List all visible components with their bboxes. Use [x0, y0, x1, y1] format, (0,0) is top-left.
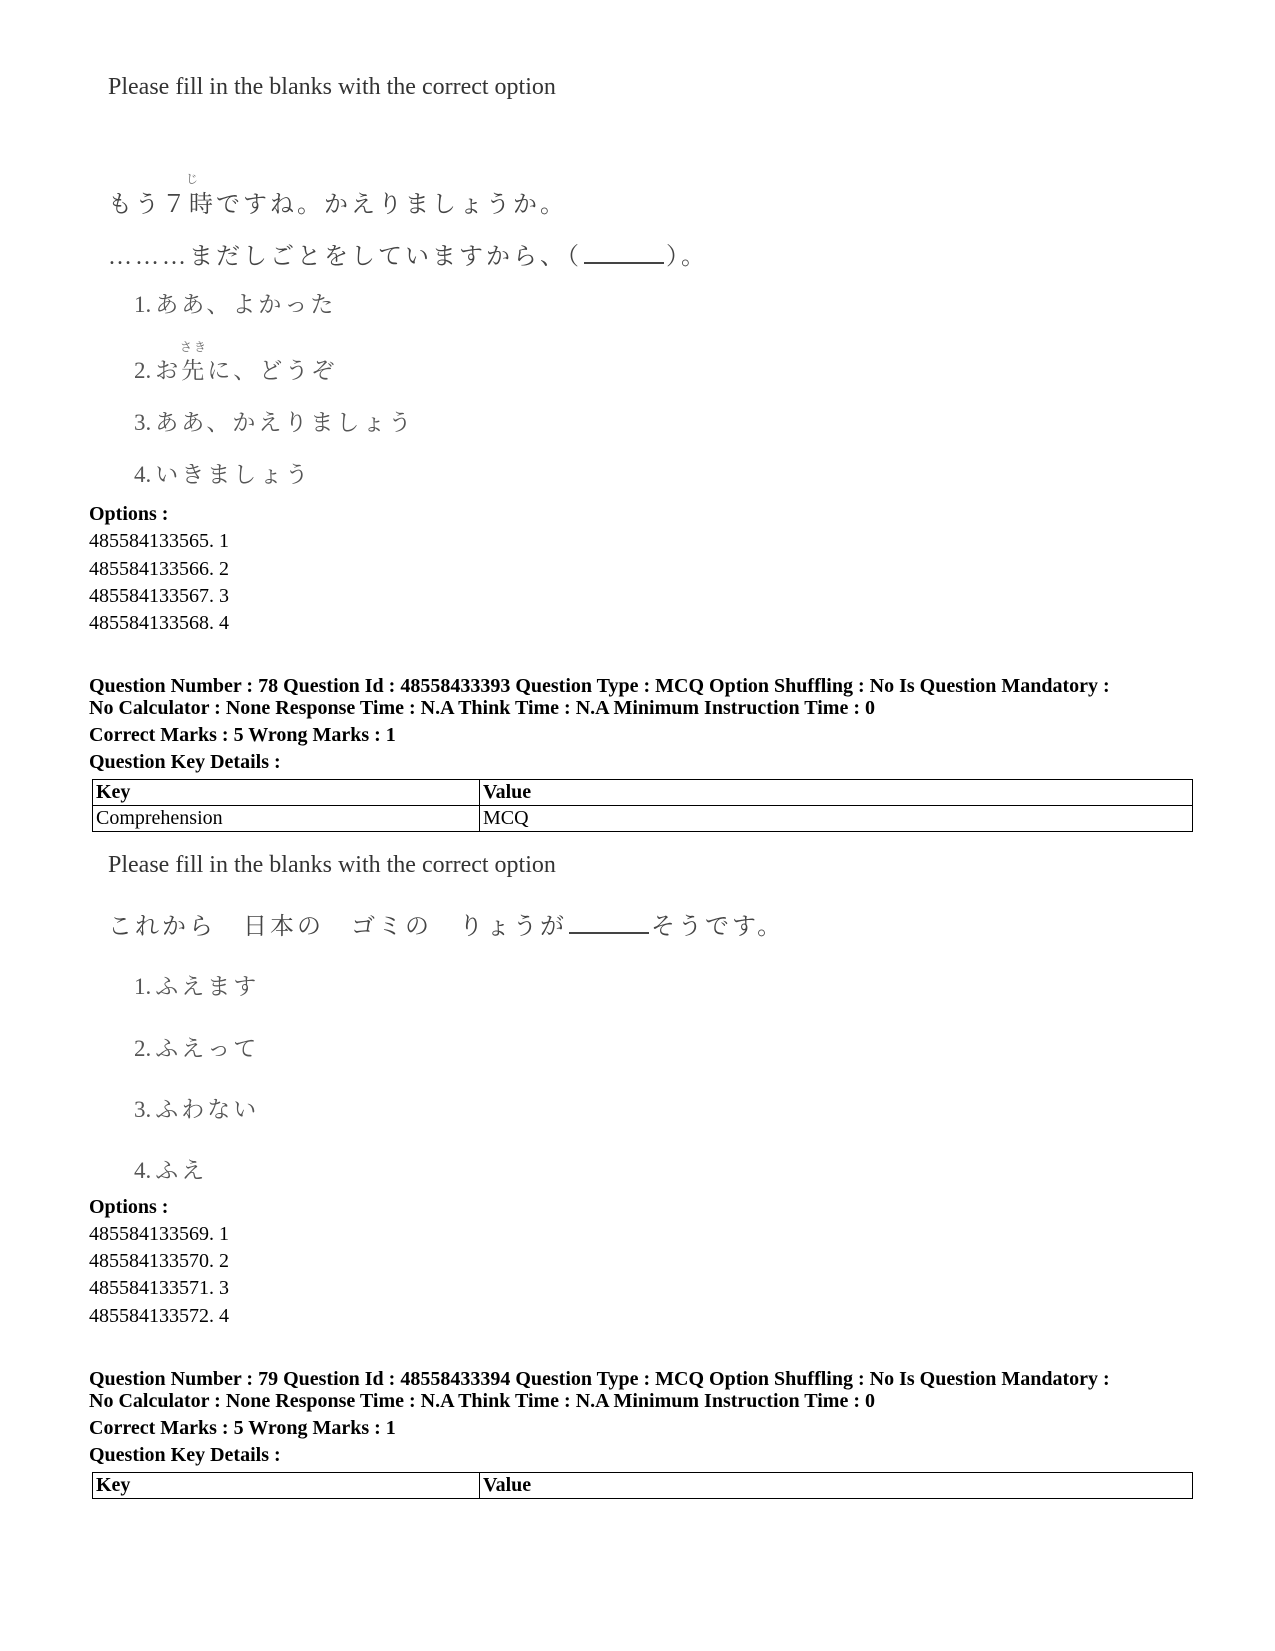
key-details-table: [92, 1472, 1193, 1499]
furigana: じ: [186, 172, 201, 186]
option-item: 485584133571. 3: [89, 1277, 229, 1299]
table-header-row: [93, 1473, 1193, 1499]
sentence-part: ………まだしごとをしていますから、（: [108, 244, 582, 270]
table-cell: MCQ: [480, 806, 1193, 832]
table-row: [93, 806, 1193, 832]
question-sentence-blank: [108, 236, 708, 271]
option-item: 485584133570. 2: [89, 1250, 229, 1272]
choice-4: 4. ふえ: [134, 1158, 208, 1183]
option-item: 485584133565. 1: [89, 530, 229, 552]
option-item: 485584133572. 4: [89, 1305, 229, 1327]
options-heading: Options :: [89, 1196, 169, 1218]
choice-3: 3. ふわない: [134, 1097, 260, 1122]
answer-blank: [569, 932, 649, 934]
key-details-table: [92, 779, 1193, 832]
options-heading: Options :: [89, 503, 169, 525]
sentence-part: ）。: [666, 244, 708, 270]
question-header: Question Number : 79 Question Id : 48558433394 Question Type : MCQ Option Shuffling : No Is Question Mandatory :: [89, 1368, 1110, 1390]
table-cell: Comprehension: [93, 806, 480, 832]
question-marks: Correct Marks : 5 Wrong Marks : 1: [89, 1417, 396, 1439]
table-header: Key: [93, 780, 480, 806]
furigana: さき: [180, 340, 209, 354]
choice-2: 2. ふえって: [134, 1036, 260, 1061]
table-header: Value: [480, 1473, 1193, 1499]
key-details-label: Question Key Details :: [89, 751, 281, 773]
question-header: No Calculator : None Response Time : N.A Think Time : N.A Minimum Instruction Time : 0: [89, 697, 875, 719]
question-sentence: もう７時ですね。かえりましょうか。: [108, 192, 567, 218]
choice-2: 2. お先に、どうぞ: [134, 358, 338, 383]
option-item: 485584133569. 1: [89, 1223, 229, 1245]
choice-3: 3. ああ、かえりましょう: [134, 410, 415, 435]
table-header: Key: [93, 1473, 480, 1499]
sentence-part: そうです。: [651, 914, 785, 940]
choice-1: 1. ああ、よかった: [134, 292, 337, 317]
key-details-label: Question Key Details :: [89, 1444, 281, 1466]
option-item: 485584133568. 4: [89, 612, 229, 634]
table-header: Value: [480, 780, 1193, 806]
question-header: No Calculator : None Response Time : N.A Think Time : N.A Minimum Instruction Time : 0: [89, 1390, 875, 1412]
option-item: 485584133566. 2: [89, 558, 229, 580]
choice-1: 1. ふえます: [134, 974, 260, 999]
answer-blank: [584, 262, 664, 264]
choice-4: 4. いきましょう: [134, 462, 312, 487]
sentence-part: これから 日本の ゴミの りょうが: [108, 914, 567, 940]
table-header-row: [93, 780, 1193, 806]
question-marks: Correct Marks : 5 Wrong Marks : 1: [89, 724, 396, 746]
question-instruction: Please fill in the blanks with the correct option: [108, 74, 556, 100]
question-header: Question Number : 78 Question Id : 48558433393 Question Type : MCQ Option Shuffling : No Is Question Mandatory :: [89, 675, 1110, 697]
question-sentence-blank: [108, 906, 784, 941]
question-instruction: Please fill in the blanks with the correct option: [108, 852, 556, 878]
option-item: 485584133567. 3: [89, 585, 229, 607]
